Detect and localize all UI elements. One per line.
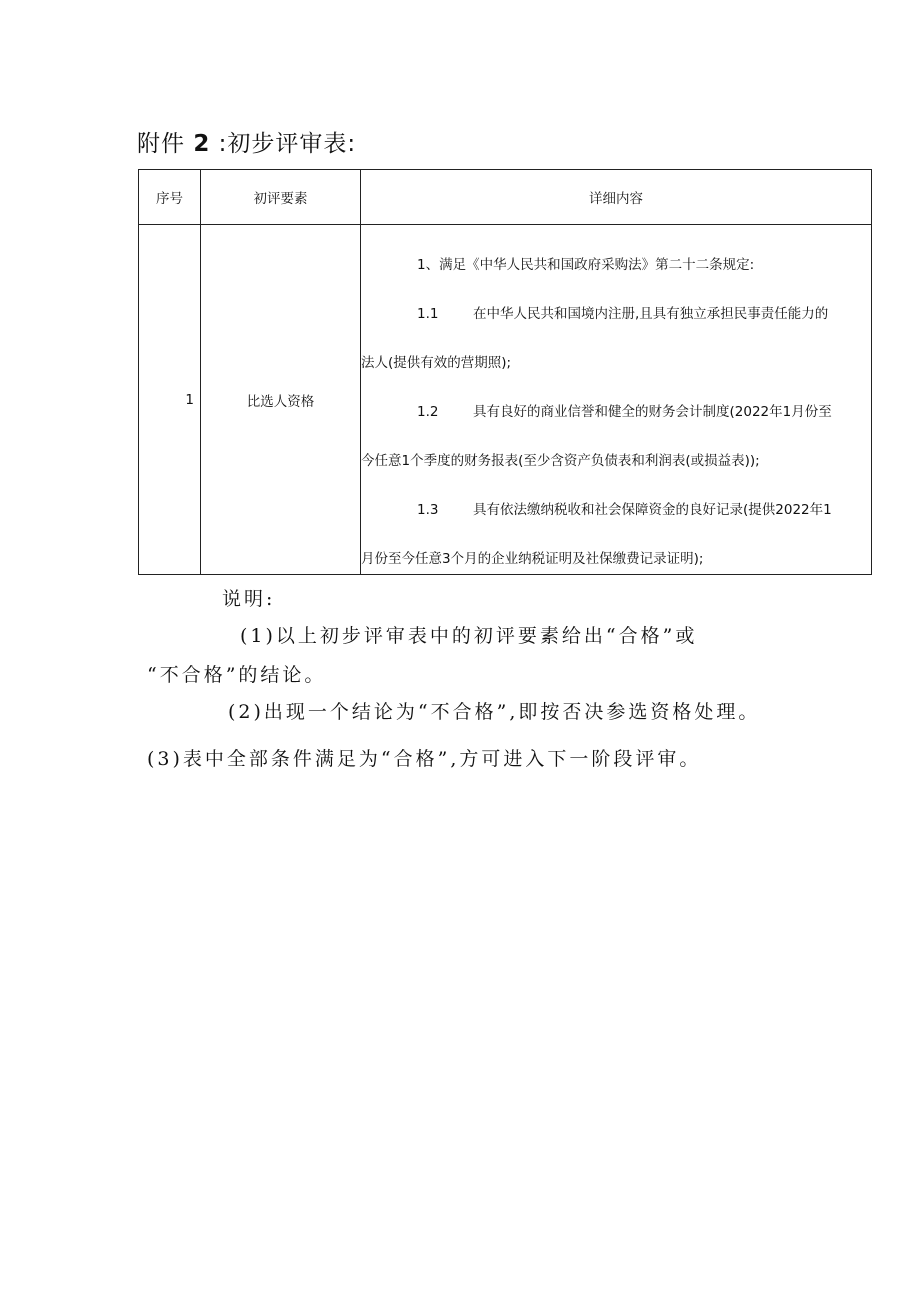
notes-heading: 说明: xyxy=(222,588,276,610)
row-detail xyxy=(361,225,872,575)
header-detail: 详细内容 xyxy=(361,170,872,225)
note-line-2: (2)出现一个结论为“不合格”,即按否决参选资格处理。 xyxy=(228,701,761,723)
detail-item-2-num: 1.2 xyxy=(417,404,439,420)
row-element: 比选人资格 xyxy=(201,225,361,575)
review-table xyxy=(138,169,872,575)
table-header-row xyxy=(139,170,872,225)
detail-item-3-num: 1.3 xyxy=(417,502,439,518)
note-line-1-cont: “不合格”的结论。 xyxy=(147,664,327,686)
detail-intro: 1、满足《中华人民共和国政府采购法》第二十二条规定: xyxy=(417,257,755,273)
detail-item-2-text: 具有良好的商业信誉和健全的财务会计制度(2022年1月份至 xyxy=(473,404,832,420)
table-row xyxy=(139,225,872,575)
title-prefix: 附件 xyxy=(137,131,185,157)
detail-item-2-line1 xyxy=(361,400,871,420)
detail-item-2-line2: 今任意1个季度的财务报表(至少含资产负债表和利润表(或损益表)); xyxy=(361,453,760,469)
page-title xyxy=(137,129,356,159)
row-seq: 1 xyxy=(139,225,201,575)
header-element: 初评要素 xyxy=(201,170,361,225)
detail-item-1-num: 1.1 xyxy=(417,306,439,322)
title-number: 2 xyxy=(193,131,211,157)
detail-item-1-text: 在中华人民共和国境内注册,且具有独立承担民事责任能力的 xyxy=(473,306,829,322)
header-seq: 序号 xyxy=(139,170,201,225)
detail-item-3-line1 xyxy=(361,498,871,518)
note-line-3: (3)表中全部条件满足为“合格”,方可进入下一阶段评审。 xyxy=(147,748,702,770)
detail-item-1-line1 xyxy=(361,302,871,322)
detail-item-1-line2: 法人(提供有效的营期照); xyxy=(361,355,512,371)
detail-item-3-text: 具有依法缴纳税收和社会保障资金的良好记录(提供2022年1 xyxy=(473,502,832,518)
detail-item-3-line2: 月份至今任意3个月的企业纳税证明及社保缴费记录证明); xyxy=(361,551,704,567)
note-line-1: (1)以上初步评审表中的初评要素给出“合格”或 xyxy=(240,625,698,647)
title-suffix: :初步评审表: xyxy=(218,131,357,157)
